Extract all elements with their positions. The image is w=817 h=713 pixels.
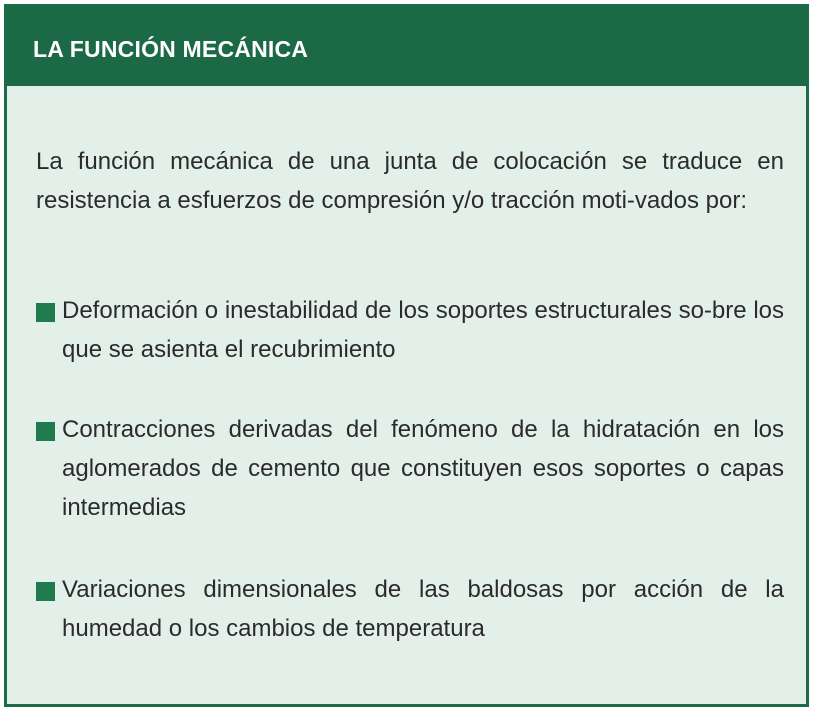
square-bullet-icon	[36, 582, 55, 601]
list-item-text: Variaciones dimensionales de las baldosas por acción de la humedad o los cambios de temperatura	[62, 576, 784, 642]
info-box	[4, 4, 809, 707]
square-bullet-icon	[36, 303, 55, 322]
box-header	[7, 7, 806, 86]
box-title: LA FUNCIÓN MECÁNICA	[33, 36, 309, 62]
list-item	[36, 570, 784, 648]
list-item-text: Contracciones derivadas del fenómeno de la hidratación en los aglomerados de cemento que constituyen esos soportes o capas intermedias	[62, 416, 784, 521]
square-bullet-icon	[36, 422, 55, 441]
list-item-text: Deformación o inestabilidad de los soportes estructurales so-bre los que se asienta el recubrimiento	[62, 297, 784, 363]
intro-paragraph: La función mecánica de una junta de colocación se traduce en resistencia a esfuerzos de compresión y/o tracción moti-vados por:	[36, 148, 784, 214]
list-item	[36, 410, 784, 527]
list-item	[36, 291, 784, 369]
